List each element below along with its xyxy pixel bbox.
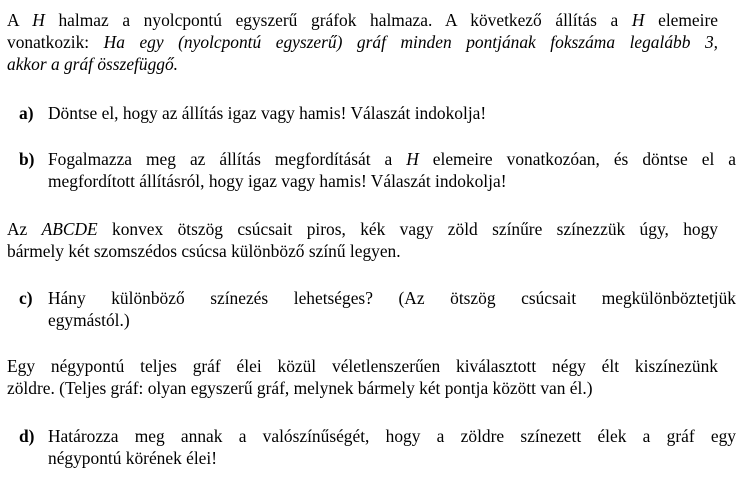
intro-paragraph-complete-graph bbox=[7, 355, 718, 399]
italic-run: H bbox=[406, 149, 419, 169]
subtask-c-text bbox=[48, 287, 736, 331]
text-line: Döntse el, hogy az állítás igaz vagy hamis! Válaszát indokolja! bbox=[48, 103, 487, 123]
subtask-b-label: b) bbox=[19, 149, 35, 169]
text-line: megfordított állításról, hogy igaz vagy hamis! Válaszát indokolja! bbox=[48, 171, 507, 191]
subtask-c-label: c) bbox=[19, 288, 33, 308]
subtask-a-text bbox=[48, 102, 736, 124]
intro-paragraph-graphs bbox=[7, 9, 718, 75]
text-line bbox=[7, 53, 718, 75]
subtask-b-text bbox=[48, 148, 736, 192]
text-line: négypontú körének élei! bbox=[48, 448, 218, 468]
text-line: Egy négypontú teljes gráf élei közül véletlenszerűen kiválasztott négy élt kiszínezünk bbox=[7, 356, 718, 376]
text-line: Az ABCDE konvex ötszög csúcsait piros, kék vagy zöld színűre színezzük úgy, hogy bbox=[7, 219, 718, 239]
text-line: Fogalmazza meg az állítás megfordítását a H elemeire vonatkozóan, és döntse el a bbox=[48, 149, 736, 169]
text-line: bármely két szomszédos csúcsa különböző színű legyen. bbox=[7, 241, 401, 261]
text-line: Határozza meg annak a valószínűségét, hogy a zöldre színezett élek a gráf egy bbox=[48, 426, 736, 446]
subtask-a-label: a) bbox=[19, 103, 34, 123]
text-line: Hány különböző színezés lehetséges? (Az ötszög csúcsait megkülönböztetjük bbox=[48, 288, 736, 308]
intro-paragraph-pentagon bbox=[7, 218, 718, 262]
subtask-d-label: d) bbox=[19, 426, 35, 446]
italic-run: ABCDE bbox=[41, 219, 98, 239]
subtask-d-text bbox=[48, 425, 736, 469]
text-line: A H halmaz a nyolcpontú egyszerű gráfok halmaza. A következő állítás a H elemeire bbox=[7, 10, 718, 30]
text-line: zöldre. (Teljes gráf: olyan egyszerű gráf, melynek bármely két pontja között van él.) bbox=[7, 378, 593, 398]
italic-run: Ha egy (nyolcpontú egyszerű) gráf minden pontjának fokszáma legalább 3, bbox=[103, 32, 719, 52]
italic-run: H bbox=[32, 10, 45, 30]
text-line: egymástól.) bbox=[48, 310, 130, 330]
italic-run: H bbox=[631, 10, 645, 30]
text-line: vonatkozik: Ha egy (nyolcpontú egyszerű) gráf minden pontjának fokszáma legalább 3, bbox=[7, 32, 719, 52]
italic-run: akkor a gráf összefüggő. bbox=[7, 54, 179, 74]
